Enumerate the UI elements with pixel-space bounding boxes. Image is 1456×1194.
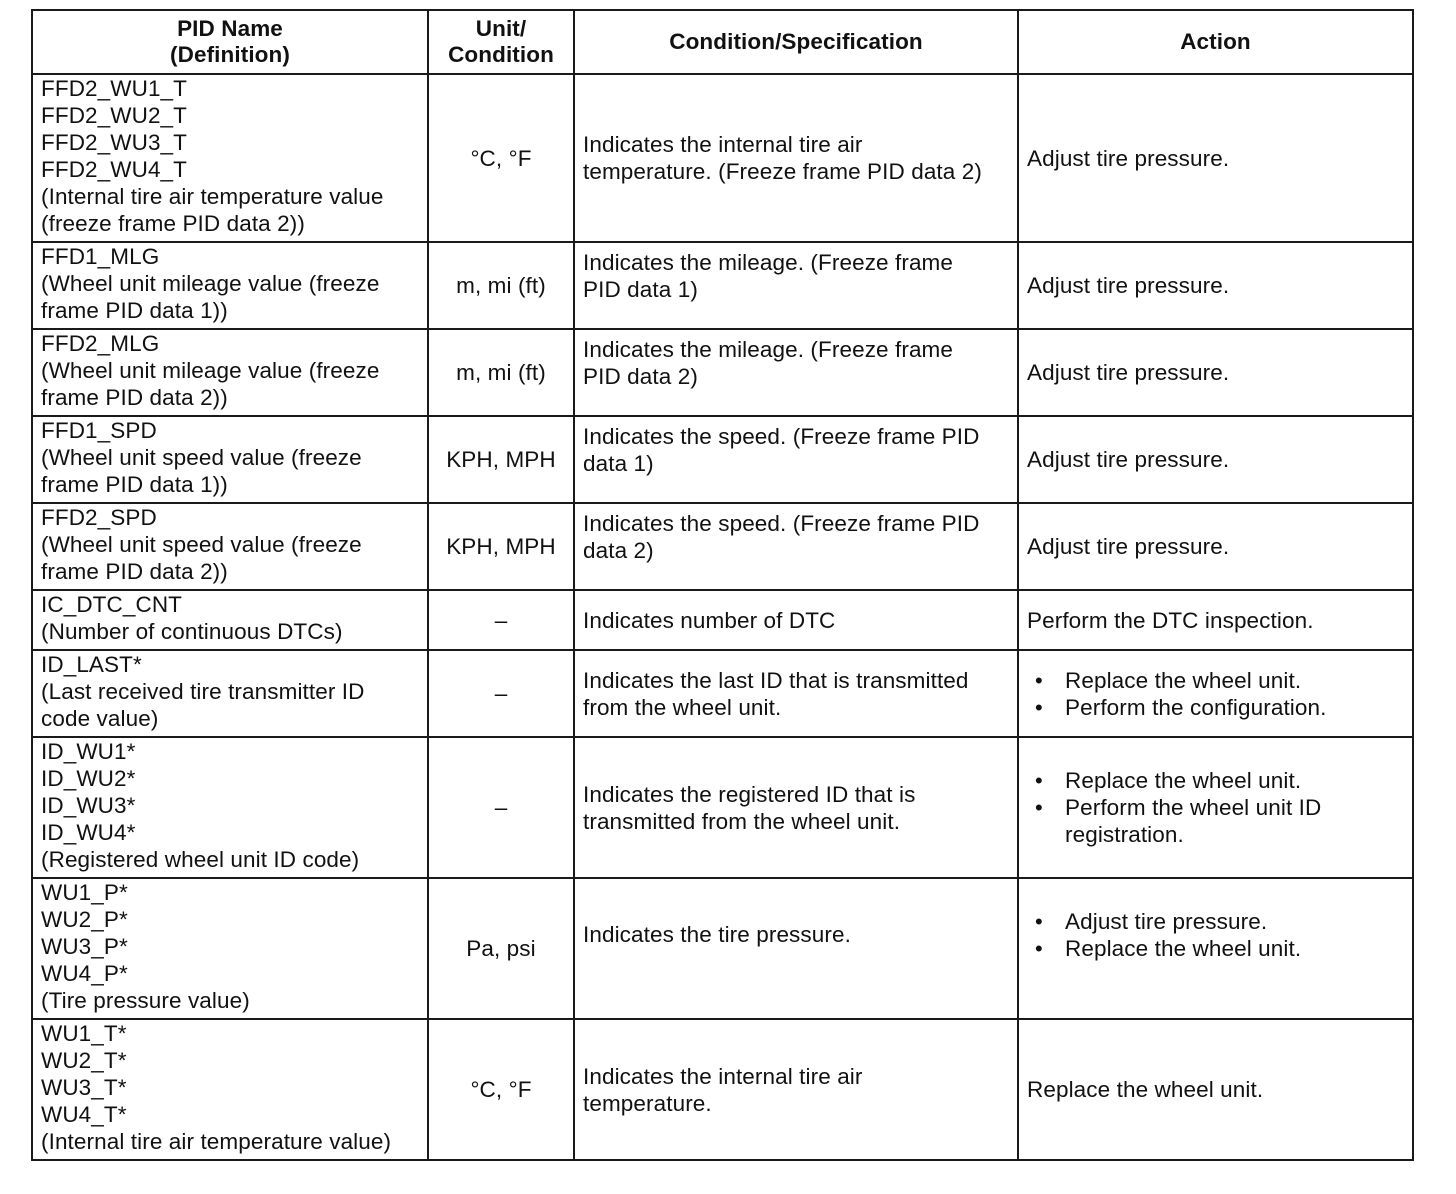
unit-cell: –: [428, 737, 574, 878]
unit-cell: m, mi (ft): [428, 242, 574, 329]
pid-name-cell: FFD1_MLG (Wheel unit mileage value (freeze frame PID data 1)): [32, 242, 428, 329]
pid-name-cell: ID_WU1* ID_WU2* ID_WU3* ID_WU4* (Registered wheel unit ID code): [32, 737, 428, 878]
pid-name-cell: WU1_P* WU2_P* WU3_P* WU4_P* (Tire pressure value): [32, 878, 428, 1019]
pid-name-cell: ID_LAST* (Last received tire transmitter ID code value): [32, 650, 428, 737]
pid-name-cell: IC_DTC_CNT (Number of continuous DTCs): [32, 590, 428, 650]
list-item: • Perform the configuration.: [1027, 694, 1406, 721]
header-action: Action: [1018, 10, 1413, 74]
header-unit: Unit/ Condition: [428, 10, 574, 74]
pid-table: [31, 9, 1414, 1161]
unit-cell: °C, °F: [428, 74, 574, 242]
unit-cell: KPH, MPH: [428, 416, 574, 503]
unit-cell: °C, °F: [428, 1019, 574, 1160]
table-row: [32, 737, 1413, 878]
table-row: [32, 416, 1413, 503]
condition-cell: Indicates the registered ID that is transmitted from the wheel unit.: [574, 737, 1018, 878]
unit-cell: –: [428, 590, 574, 650]
condition-cell: Indicates the last ID that is transmitted from the wheel unit.: [574, 650, 1018, 737]
action-cell: Adjust tire pressure.: [1018, 74, 1413, 242]
condition-cell: Indicates the mileage. (Freeze frame PID data 1): [574, 242, 1018, 329]
action-bullet-list: [1027, 767, 1406, 848]
pid-name-cell: FFD2_WU1_T FFD2_WU2_T FFD2_WU3_T FFD2_WU4_T (Internal tire air temperature value (freeze frame PID data 2)): [32, 74, 428, 242]
action-cell: [1018, 878, 1413, 1019]
action-cell: Adjust tire pressure.: [1018, 416, 1413, 503]
condition-cell: Indicates the speed. (Freeze frame PID data 1): [574, 416, 1018, 503]
unit-cell: m, mi (ft): [428, 329, 574, 416]
action-bullet-list: [1027, 908, 1406, 962]
table-row: [32, 242, 1413, 329]
header-row: [32, 10, 1413, 74]
action-cell: [1018, 650, 1413, 737]
table-row: [32, 590, 1413, 650]
action-cell: Adjust tire pressure.: [1018, 242, 1413, 329]
table-row: [32, 1019, 1413, 1160]
list-item: • Replace the wheel unit.: [1027, 767, 1406, 794]
table-row: [32, 329, 1413, 416]
header-pid-name: PID Name (Definition): [32, 10, 428, 74]
list-item: • Replace the wheel unit.: [1027, 935, 1406, 962]
action-cell: [1018, 737, 1413, 878]
condition-cell: Indicates the internal tire air temperature.: [574, 1019, 1018, 1160]
table-row: [32, 74, 1413, 242]
list-item: • Replace the wheel unit.: [1027, 667, 1406, 694]
action-cell: Adjust tire pressure.: [1018, 329, 1413, 416]
pid-name-cell: WU1_T* WU2_T* WU3_T* WU4_T* (Internal tire air temperature value): [32, 1019, 428, 1160]
condition-cell: Indicates the internal tire air temperature. (Freeze frame PID data 2): [574, 74, 1018, 242]
action-cell: Adjust tire pressure.: [1018, 503, 1413, 590]
pid-name-cell: FFD2_SPD (Wheel unit speed value (freeze frame PID data 2)): [32, 503, 428, 590]
table-row: [32, 503, 1413, 590]
condition-cell: Indicates the speed. (Freeze frame PID data 2): [574, 503, 1018, 590]
list-item: • Perform the wheel unit ID registration.: [1027, 794, 1406, 848]
condition-cell: Indicates the mileage. (Freeze frame PID data 2): [574, 329, 1018, 416]
pid-name-cell: FFD2_MLG (Wheel unit mileage value (freeze frame PID data 2)): [32, 329, 428, 416]
unit-cell: –: [428, 650, 574, 737]
header-condition: Condition/Specification: [574, 10, 1018, 74]
unit-cell: KPH, MPH: [428, 503, 574, 590]
action-bullet-list: [1027, 667, 1406, 721]
list-item: • Adjust tire pressure.: [1027, 908, 1406, 935]
table-row: [32, 878, 1413, 1019]
condition-cell: Indicates the tire pressure.: [574, 878, 1018, 1019]
condition-cell: Indicates number of DTC: [574, 590, 1018, 650]
table-row: [32, 650, 1413, 737]
action-cell: Replace the wheel unit.: [1018, 1019, 1413, 1160]
pid-name-cell: FFD1_SPD (Wheel unit speed value (freeze frame PID data 1)): [32, 416, 428, 503]
action-cell: Perform the DTC inspection.: [1018, 590, 1413, 650]
unit-cell: Pa, psi: [428, 878, 574, 1019]
